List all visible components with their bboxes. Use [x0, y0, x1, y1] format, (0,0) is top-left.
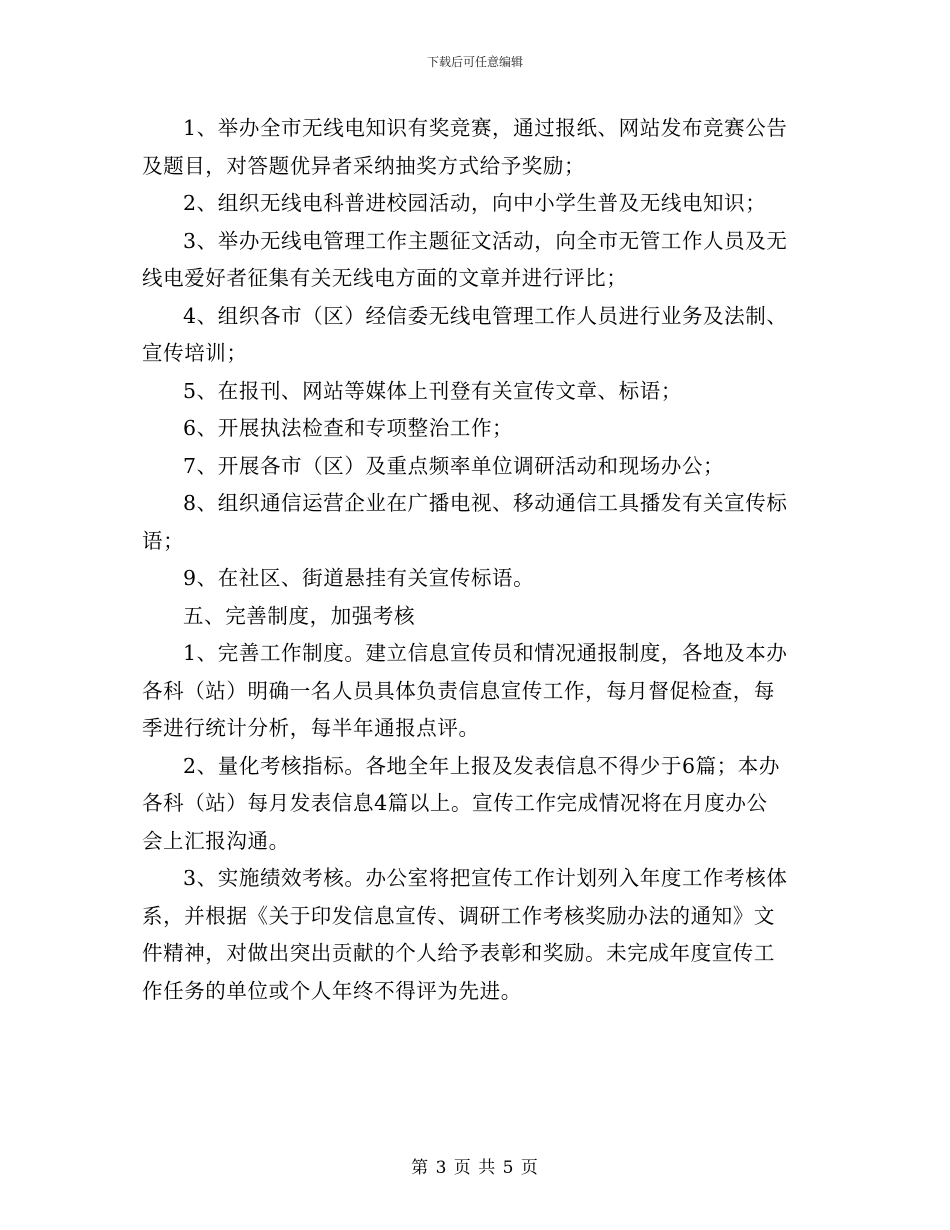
paragraph-item-5: 5、在报刊、网站等媒体上刊登有关宣传文章、标语；: [183, 378, 682, 403]
paragraph-item-1: 1、举办全市无线电知识有奖竞赛，通过报纸、网站发布竞赛公告 及题目，对答题优异者采纳抽奖方式给予奖励；: [142, 116, 788, 178]
paragraph-item-6: 6、开展执法检查和专项整治工作；: [183, 416, 514, 440]
section-heading: 五、完善制度，加强考核: [183, 603, 416, 628]
paragraph-item-8: 8、组织通信运营企业在广播电视、移动通信工具播发有关宣传标 语；: [142, 491, 788, 553]
paragraph-quantified-indicators: 2、量化考核指标。各地全年上报及发表信息不得少于6篇；本办 各科（站）每月发表信息4篇以上。宣传工作完成情况将在月度办公 会上汇报沟通。: [142, 753, 780, 853]
document-body: [142, 110, 812, 1010]
paragraph-performance-assessment: 3、实施绩效考核。办公室将把宣传工作计划列入年度工作考核体 系，并根据《关于印发信息宣传、调研工作考核奖励办法的通知》文 件精神，对做出突出贡献的个人给予表彰和奖励。未完成年度宣传工 作任务的单位或个人年终不得评为先进。: [142, 866, 788, 1003]
header-note: 下载后可任意编辑: [426, 55, 523, 69]
paragraph-item-9: 9、在社区、街道悬挂有关宣传标语。: [183, 566, 535, 590]
paragraph-work-system: 1、完善工作制度。建立信息宣传员和情况通报制度，各地及本办 各科（站）明确一名人员具体负责信息宣传工作，每月督促检查，每 季进行统计分析，每半年通报点评。: [142, 641, 788, 740]
paragraph-item-4: 4、组织各市（区）经信委无线电管理工作人员进行业务及法制、 宣传培训；: [142, 303, 788, 365]
page-number: 第 3 页 共 5 页: [411, 1158, 539, 1178]
paragraph-item-3: 3、举办无线电管理工作主题征文活动，向全市无管工作人员及无 线电爱好者征集有关无线电方面的文章并进行评比；: [142, 228, 788, 290]
paragraph-item-7: 7、开展各市（区）及重点频率单位调研活动和现场办公；: [183, 453, 725, 478]
paragraph-item-2: 2、组织无线电科普进校园活动，向中小学生普及无线电知识；: [183, 191, 767, 215]
